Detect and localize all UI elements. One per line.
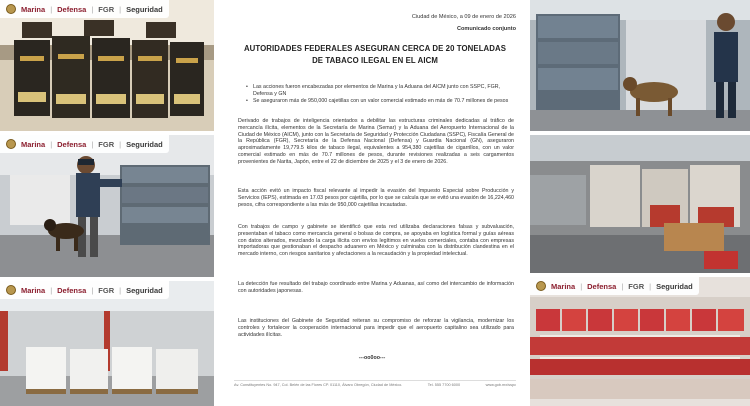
paragraph-4: La detección fue resultado del trabajo coordinado entre Marina y Aduanas, así como del intercambio de información con autoridades japonesas. (238, 281, 514, 294)
press-release-document (214, 0, 530, 406)
seal-icon (6, 285, 16, 295)
paragraph-2: Esta acción evitó un impacto fiscal relevante al impedir la evasión del Impuesto Especial sobre Producción y Servicios (IEPS), estimada en 17.03 pesos por cajetilla, por lo que se calcula que se evitó una evasión de 16,224,460 pesos, cifra correspondiente a las más de 950,000 cajetillas incautadas. (238, 188, 514, 208)
footer-phone: Tel. 555 7700 6000 (427, 383, 461, 387)
paragraph-1: Derivado de trabajos de inteligencia orientados a debilitar las estructuras criminales dedicadas al tráfico de mercancía ilícita, elementos de la Secretaría de Marina (Semar) y la Aduana del Aeropuerto Internacional de la Ciudad de México (AICM), junto con la Secretaría de Seguridad y Protección Ciudadana (SSPC), Fiscalía General de la República (FGR), Secretaría de la Defensa Nacional (Defensa) y Guardia Nacional (GN), aseguraron aproximadamente 19,779.5 kilos de tabaco ilegal, equivalentes a 954,380 cajetillas de cigarrillos, con un valor comercial estimado en más de 70.7 millones de pesos, durante revisiones realizadas a seis cargamentos provenientes de Narita, Japón, entre el 22 de diciembre de 2025 y el 3 de enero de 2026. (238, 118, 514, 165)
document-bullets (246, 84, 510, 105)
institutions-banner: Marina | Defensa | FGR | Seguridad (0, 0, 169, 18)
institutions-banner: Marina | Defensa | FGR | Seguridad (0, 281, 169, 299)
footer-address: Av. Constituyentes No. 947, Col. Belén de las Flores CP. 01110, Álvaro Obregón, Ciudad de México. (234, 383, 403, 387)
bullet-item: • Se aseguraron más de 950,000 cajetillas con un valor comercial estimado en más de 70.7 millones de pesos (246, 98, 510, 105)
photo-cigarette-cartons (0, 0, 214, 131)
photo-pallets-warehouse (0, 281, 214, 406)
paragraph-5: Las instituciones del Gabinete de Seguridad reiteran su compromiso de reforzar la vigilancia, modernizar los controles y fortalecer la cooperación internacional para impedir que el aeropuerto capitalino sea utilizado para actividades ilícitas. (238, 318, 514, 338)
document-footer (234, 380, 516, 387)
seal-icon (6, 139, 16, 149)
k9-right-illustration (530, 0, 750, 131)
document-type: Comunicado conjunto (456, 26, 516, 32)
k9-left-illustration (0, 135, 214, 277)
banner-marina: Marina (21, 4, 46, 14)
photo-k9-inspection-right (530, 0, 750, 131)
banner-seguridad: Seguridad (126, 4, 163, 14)
institutions-banner: Marina | Defensa | FGR | Seguridad (0, 135, 169, 153)
institutions-banner: Marina | Defensa | FGR | Seguridad (530, 277, 699, 295)
pallets-illustration (0, 281, 214, 406)
footer-web: www.gob.mx/sspc (485, 383, 516, 387)
red-packs-illustration (530, 277, 750, 406)
photo-red-packs (530, 277, 750, 406)
photo-k9-inspection-left (0, 135, 214, 277)
bullet-item: • Las acciones fueron encabezadas por elementos de Marina y la Aduana del AICM junto con SSPC, FGR, Defensa y GN (246, 84, 510, 98)
document-title: AUTORIDADES FEDERALES ASEGURAN CERCA DE 20 TONELADAS DE TABACO ILEGAL EN EL AICM (243, 44, 507, 65)
paragraph-3: Con trabajos de campo y gabinete se identificó que esta red utilizaba declaraciones falsas y subvaluación, presentaban el tabaco como mercancía general o bolsas de compra, se apoyaba en logística formal y guías aéreas con datos alterados, mezclando la carga ilícita con envíos legítimos en vuelos comerciales, contaba con empresas importadoras que gestionaban el despacho aduanero en México y culminaba con la distribución clandestina en el mercado interno, con riesgos sanitarios y afectaciones a la recaudación y la propiedad intelectual. (238, 224, 514, 258)
photo-tarmac-pallets (530, 135, 750, 273)
tarmac-illustration (530, 135, 750, 273)
seal-icon (6, 4, 16, 14)
cartons-illustration (0, 0, 214, 131)
banner-defensa: Defensa (57, 4, 87, 14)
document-closing: ---oo0oo--- (358, 355, 386, 361)
document-date: Ciudad de México, a 09 de enero de 2026 (411, 14, 516, 20)
seal-icon (536, 281, 546, 291)
banner-fgr: FGR (98, 4, 115, 14)
